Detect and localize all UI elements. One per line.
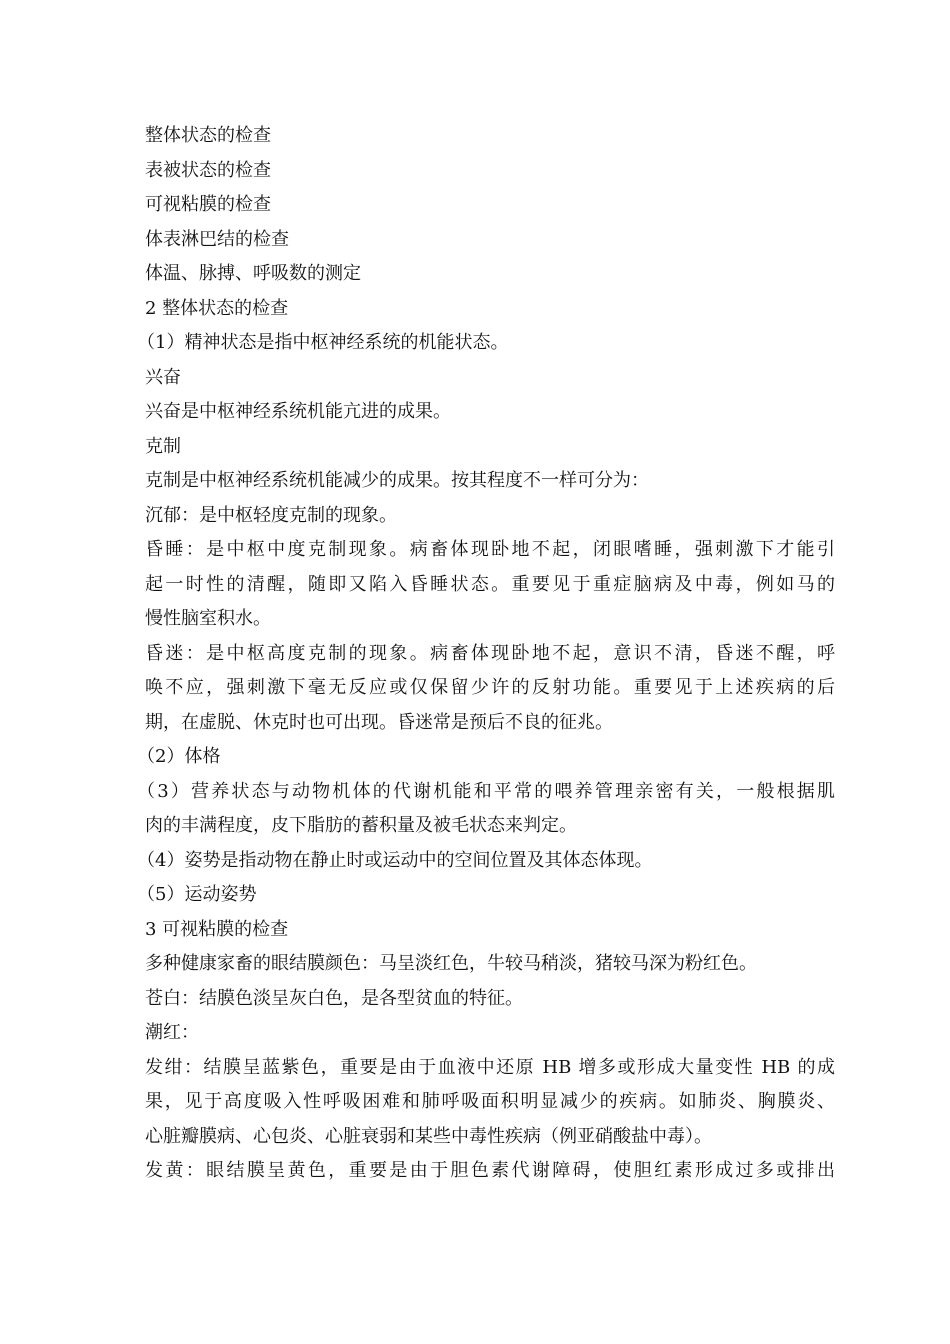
text-line: 沉郁：是中枢轻度克制的现象。 (145, 504, 397, 526)
text-line: 整体状态的检查 (145, 125, 271, 146)
text-line: （2）体格 (137, 746, 221, 767)
text-line: （1）精神状态是指中枢神经系统的机能状态。 (137, 332, 509, 353)
section-heading: 3 可视粘膜的检查 (145, 918, 289, 940)
text-line: 克制是中枢神经系统机能减少的成果。按其程度不一样可分为： (145, 470, 649, 491)
text-line: 兴奋是中枢神经系统机能亢进的成果。 (145, 401, 451, 422)
text-line: 心脏瓣膜病、心包炎、心脏衰弱和某些中毒性疾病（例亚硝酸盐中毒）。 (145, 1125, 712, 1147)
document-body (137, 119, 835, 1189)
text-line: 慢性脑室积水。 (145, 608, 271, 629)
section-heading: 2 整体状态的检查 (145, 297, 289, 319)
text-line: 果，见于高度吸入性呼吸困难和肺呼吸面积明显减少的疾病。如肺炎、胸膜炎、 (145, 1091, 835, 1112)
text-line: 兴奋 (145, 366, 181, 388)
text-line: （3）营养状态与动物机体的代谢机能和平常的喂养管理亲密有关，一般根据肌 (137, 780, 835, 802)
text-line: 克制 (145, 435, 181, 457)
text-line: 体表淋巴结的检查 (145, 228, 289, 250)
text-line: （4）姿势是指动物在静止时或运动中的空间位置及其体态体现。 (137, 849, 653, 871)
text-line: 期，在虚脱、休克时也可出现。昏迷常是预后不良的征兆。 (145, 711, 613, 733)
text-line: 表被状态的检查 (145, 159, 271, 181)
text-line: 可视粘膜的检查 (145, 194, 271, 215)
text-line: 起一时性的清醒，随即又陷入昏睡状态。重要见于重症脑病及中毒，例如马的 (145, 573, 835, 595)
text-line: 潮红： (145, 1022, 199, 1043)
text-line: 发绀：结膜呈蓝紫色，重要是由于血液中还原 HB 增多或形成大量变性 HB 的成 (145, 1056, 835, 1078)
text-line: 唤不应，强刺激下毫无反应或仅保留少许的反射功能。重要见于上述疾病的后 (145, 677, 835, 698)
text-line: 肉的丰满程度，皮下脂肪的蓄积量及被毛状态来判定。 (145, 815, 577, 836)
text-line: 多种健康家畜的眼结膜颜色：马呈淡红色，牛较马稍淡，猪较马深为粉红色。 (145, 953, 757, 974)
text-line: 体温、脉搏、呼吸数的测定 (145, 263, 361, 284)
text-line: （5）运动姿势 (137, 884, 257, 905)
text-line: 发黄：眼结膜呈黄色，重要是由于胆色素代谢障碍，使胆红素形成过多或排出 (145, 1160, 835, 1181)
text-line: 昏迷：是中枢高度克制的现象。病畜体现卧地不起，意识不清，昏迷不醒，呼 (145, 642, 835, 664)
text-line: 苍白：结膜色淡呈灰白色，是各型贫血的特征。 (145, 987, 523, 1009)
text-line: 昏睡：是中枢中度克制现象。病畜体现卧地不起，闭眼嗜睡，强刺激下才能引 (145, 539, 835, 560)
